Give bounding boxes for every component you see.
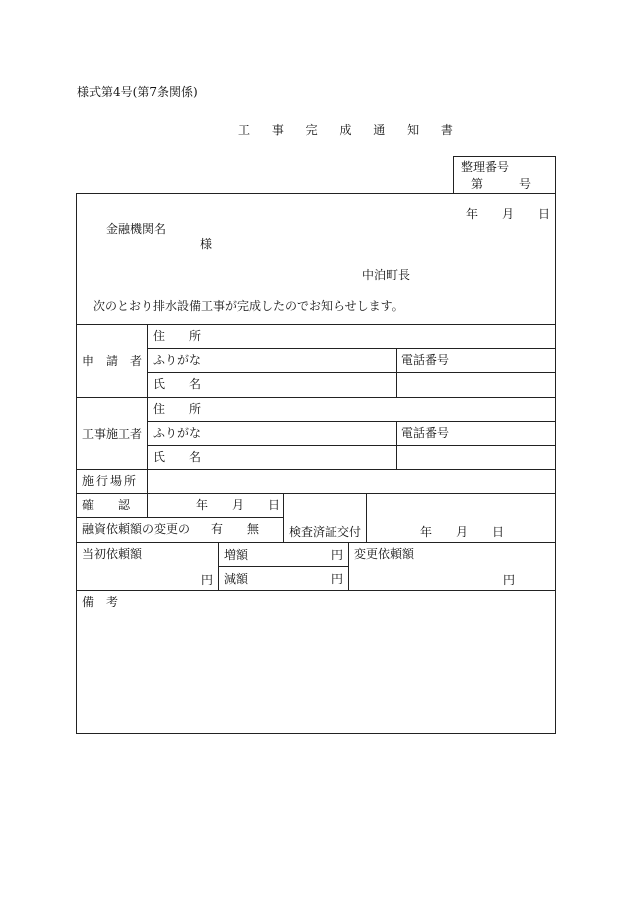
document-title: 工 事 完 成 通 知 書 bbox=[238, 123, 462, 137]
applicant-name-label: 氏 名 bbox=[153, 377, 202, 391]
remarks-label: 備 考 bbox=[82, 595, 119, 609]
contractor-address-label: 住 所 bbox=[153, 402, 202, 416]
notice-message: 次のとおり排水設備工事が完成したのでお知らせします。 bbox=[93, 299, 404, 313]
contractor-furigana-label: ふりがな bbox=[153, 426, 202, 440]
location-label: 施行場所 bbox=[82, 474, 139, 488]
form-number: 様式第4号(第7条関係) bbox=[77, 85, 198, 99]
initial-amount-label: 当初依頼額 bbox=[82, 547, 143, 561]
decrease-unit: 円 bbox=[331, 572, 344, 586]
contractor-label: 工事施工者 bbox=[82, 427, 143, 441]
applicant-address-label: 住 所 bbox=[153, 329, 202, 343]
contractor-phone-label: 電話番号 bbox=[401, 426, 450, 440]
inspection-label: 検査済証交付 bbox=[289, 525, 362, 539]
reference-label: 整理番号 bbox=[461, 160, 510, 174]
confirmation-date: 年 月 日 bbox=[196, 498, 281, 512]
increase-label: 増額 bbox=[224, 548, 249, 562]
applicant-furigana-label: ふりがな bbox=[153, 353, 202, 367]
inspection-date: 年 月 日 bbox=[420, 525, 505, 539]
contractor-name-label: 氏 名 bbox=[153, 450, 202, 464]
reference-number: 第 号 bbox=[471, 177, 532, 191]
applicant-phone-label: 電話番号 bbox=[401, 353, 450, 367]
decrease-label: 減額 bbox=[224, 572, 249, 586]
changed-amount-label: 変更依頼額 bbox=[354, 547, 415, 561]
confirmation-label: 確 認 bbox=[82, 498, 131, 512]
notice-date: 年 月 日 bbox=[466, 207, 551, 221]
addressee-label: 金融機関名 bbox=[106, 222, 167, 236]
loan-change-no: 無 bbox=[247, 522, 260, 536]
loan-change-yes: 有 bbox=[211, 522, 224, 536]
applicant-label: 申 請 者 bbox=[82, 354, 143, 368]
changed-amount-unit: 円 bbox=[503, 573, 516, 587]
increase-unit: 円 bbox=[331, 548, 344, 562]
sender: 中泊町長 bbox=[362, 268, 411, 282]
addressee-honorific: 様 bbox=[200, 237, 213, 251]
loan-change-label: 融資依頼額の変更の bbox=[82, 522, 191, 536]
initial-amount-unit: 円 bbox=[201, 573, 214, 587]
